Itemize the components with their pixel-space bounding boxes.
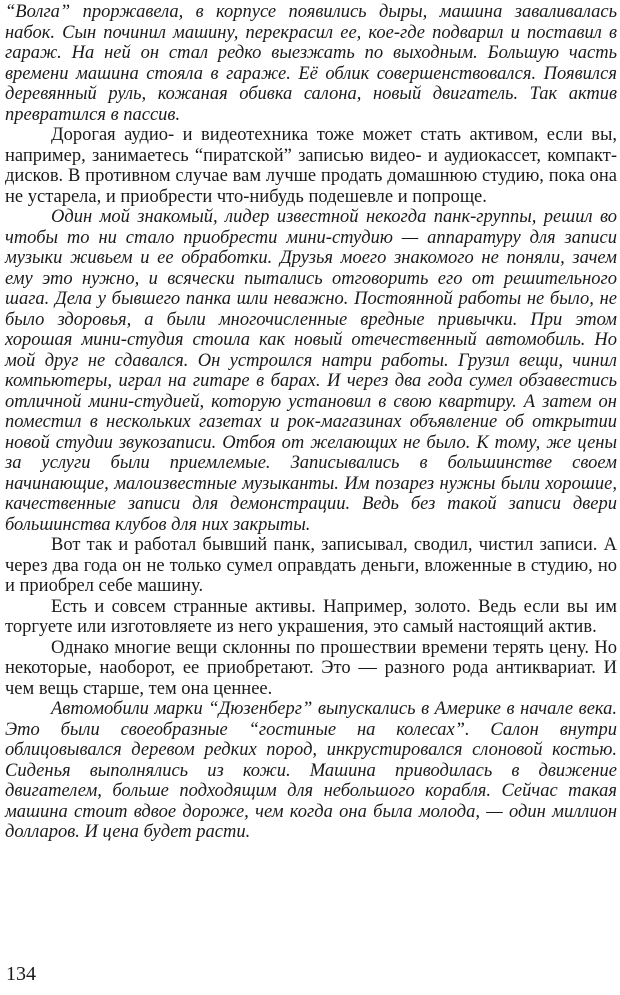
- paragraph-4: Вот так и работал бывший панк, записывал, сводил, чистил записи. А через два года он не только сумел оправдать деньги, вложенные в студию, но и приобрел себе машину.: [5, 535, 617, 596]
- paragraph-1: “Волга” проржавела, в корпусе появились дыры, машина заваливалась набок. Сын починил машину, перекрасил ее, кое-где подварил и поставил в гараж. На ней он стал редко выезжать по выходным. Большую часть времени машина стояла в гараже. Её облик совершенствовался. Появился деревянный руль, кожаная обивка салона, новый двигатель. Так актив превратился в пассив.: [5, 2, 617, 125]
- paragraph-3: Один мой знакомый, лидер известной некогда панк-группы, решил во чтобы то ни стало приобрести мини-студию — аппаратуру для записи музыки живьем и ее обработки. Друзья моего знакомого не поняли, зачем ему это нужно, и всячески пытались отговорить его от решительного шага. Дела у бывшего панка шли неважно. Постоянной работы не было, не было здоровья, а были многочисленные вредные привычки. При этом хорошая мини-студия стоила как новый отечественный автомобиль. Но мой друг не сдавался. Он устроился натри работы. Грузил вещи, чинил компьютеры, играл на гитаре в барах. И через два года сумел обзавестись отличной мини-студией, которую установил в свою квартиру. А затем он поместил в нескольких газетах и рок-магазинах объявление об открытии новой студии звукозаписи. Отбоя от желающих не было. К тому, же цены за услуги были приемлемые. Записывались в большинстве своем начинающие, малоизвестные музыканты. Им позарез нужны были хорошие, качественные записи для демонстрации. Ведь без такой записи двери большинства клубов для них закрыты.: [5, 207, 617, 535]
- page-number: 134: [6, 963, 36, 985]
- paragraph-6: Однако многие вещи склонны по прошествии времени терять цену. Но некоторые, наоборот, ее приобретают. Это — разного рода антиквариат. И чем вещь старше, тем она ценнее.: [5, 637, 617, 699]
- paragraph-5: Есть и совсем странные активы. Например, золото. Ведь если вы им торгуете или изготовляете из него украшения, это самый настоящий актив.: [5, 596, 617, 637]
- page-text: [5, 2, 617, 843]
- paragraph-7: Автомобили марки “Дюзенберг” выпускались в Америке в начале века. Это были своеобразные “гостиные на колесах”. Салон внутри облицовывался деревом редких пород, инкрустировался слоновой костью. Сиденья выполнялись из кожи. Машина приводилась в движение двигателем, больше подходящим для небольшого корабля. Сейчас такая машина стоит вдвое дороже, чем когда она была молода, — один миллион долларов. И цена будет расти.: [5, 699, 617, 842]
- paragraph-2: Дорогая аудио- и видеотехника тоже может стать активом, если вы, например, занимаетесь “пиратской” записью видео- и аудиокассет, компакт-дисков. В противном случае вам лучше продать домашнюю студию, пока она не устарела, и приобрести что-нибудь подешевле и попроще.: [5, 125, 617, 207]
